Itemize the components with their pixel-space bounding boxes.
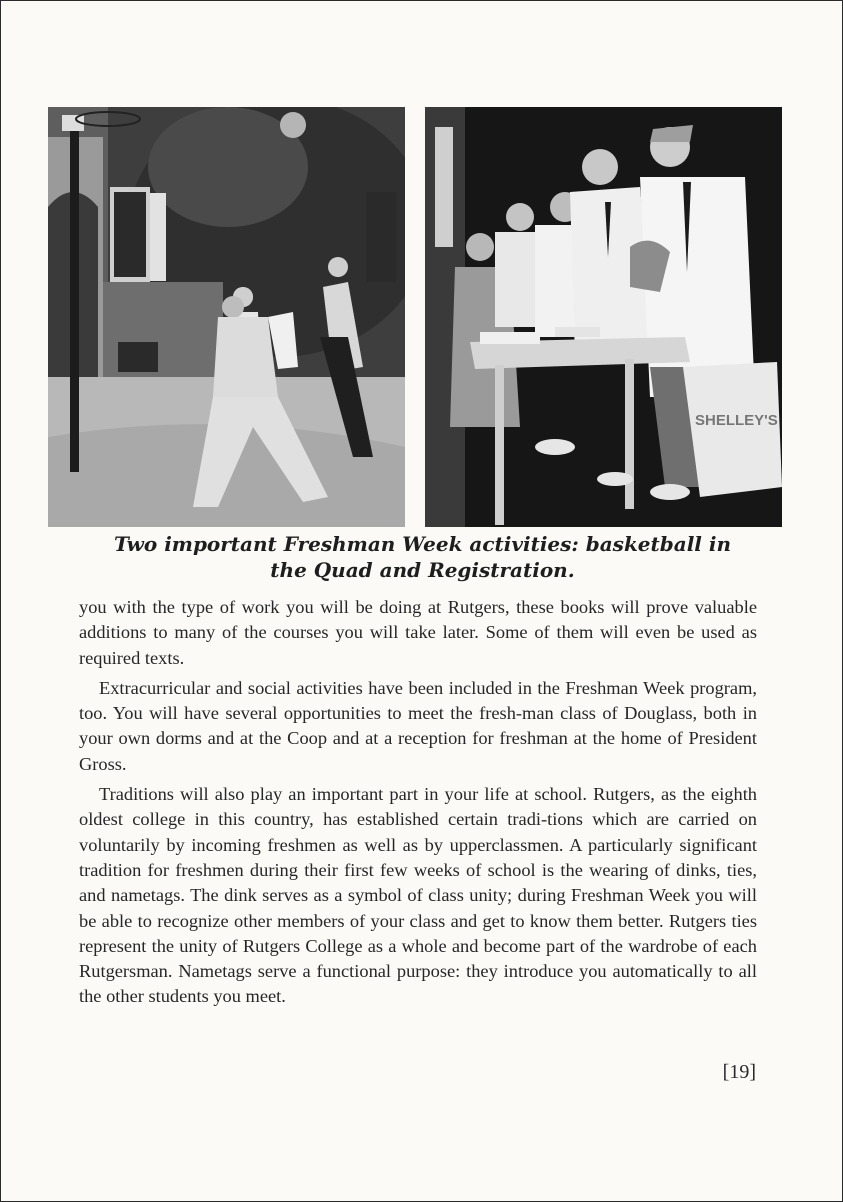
- basketball-photo: [48, 107, 405, 527]
- paragraph-traditions: Traditions will also play an important part in your life at school. Rutgers, as the eighth oldest college in this country, has established certain tradi-tions which are carried on voluntarily by incoming freshmen as well as by upperclassmen. A particularly significant tradition for freshmen during their first few weeks of school is the wearing of dinks, ties, and nametags. The dink serves as a symbol of class unity; during Freshman Week you will be able to recognize other members of your class and get to know them better. Rutgers ties represent the unity of Rutgers College as a whole and become part of the wardrobe of each Rutgersman. Nametags serve a functional purpose: they introduce you automatically to all the other students you meet.: [79, 784, 757, 1007]
- paragraph-extracurricular: Extracurricular and social activities have been included in the Freshman Week program, too. You will have several opportunities to meet the fresh-man class of Douglass, both in your own dorms and at the Coop and at a reception for freshman at the home of President Gross.: [79, 677, 757, 774]
- shopping-bag-text: SHELLEY'S: [695, 412, 778, 429]
- caption-line-1: Two important Freshman Week activities: basketball in: [113, 532, 732, 556]
- paragraph-continuation: you with the type of work you will be doing at Rutgers, these books will prove valuable additions to many of the courses you will take later. Some of them will even be used as required texts.: [79, 597, 757, 668]
- registration-photo-image: [425, 107, 782, 527]
- body-text: [79, 595, 757, 1015]
- basketball-photo-image: [48, 107, 405, 527]
- page-number: [19]: [722, 1061, 756, 1083]
- registration-photo: [425, 107, 782, 527]
- photo-caption: [61, 531, 784, 583]
- caption-line-2: the Quad and Registration.: [270, 558, 575, 582]
